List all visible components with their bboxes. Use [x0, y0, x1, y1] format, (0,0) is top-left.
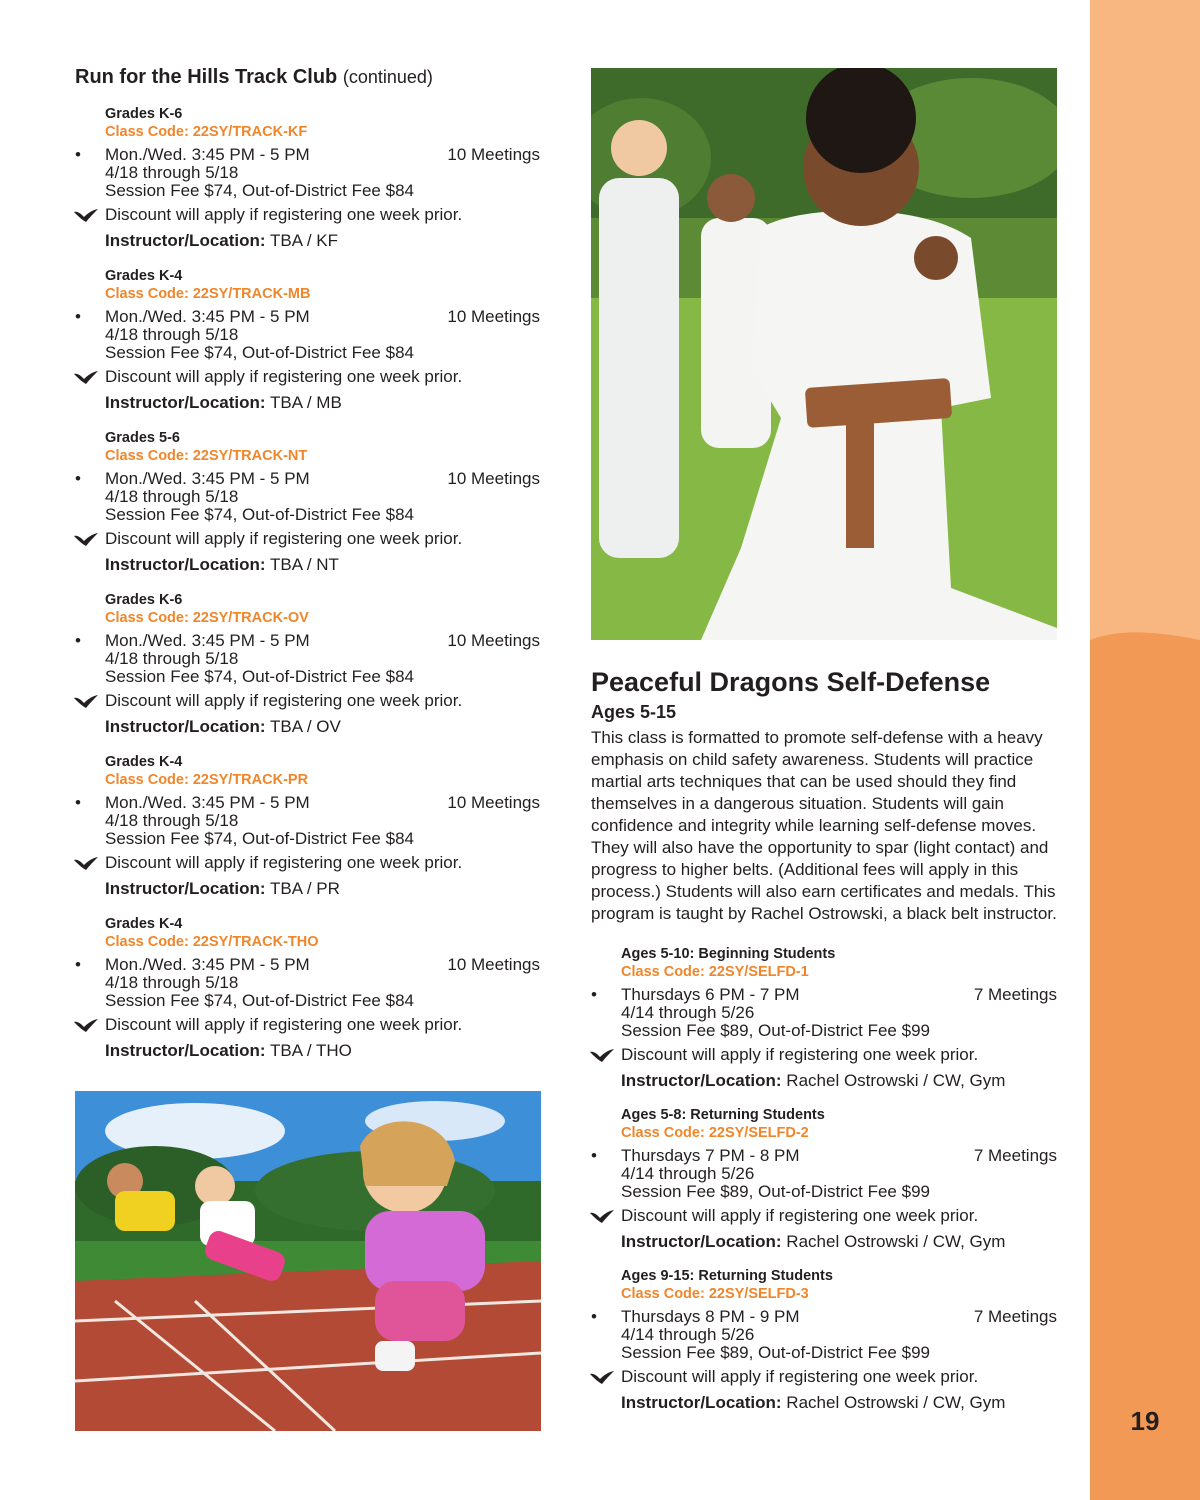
instructor-label: Instructor/Location:	[105, 393, 266, 412]
class-dates: 4/18 through 5/18	[105, 163, 239, 182]
self-defense-ages: Ages 5-15	[591, 702, 677, 722]
class-fee: Session Fee $89, Out-of-District Fee $99	[621, 1182, 930, 1201]
class-dates: 4/18 through 5/18	[105, 649, 239, 668]
class-discount-row	[105, 692, 540, 710]
class-fee: Session Fee $74, Out-of-District Fee $84	[105, 991, 414, 1010]
class-grades: Grades K-6	[105, 592, 183, 608]
bird-icon	[73, 694, 99, 710]
bird-icon	[589, 1209, 615, 1225]
class-instructor-row	[105, 880, 540, 898]
instructor-label: Instructor/Location:	[105, 555, 266, 574]
class-schedule-row	[75, 955, 540, 974]
class-schedule-row	[75, 469, 540, 488]
class-entry	[591, 1267, 1057, 1412]
sidebar-wave	[1090, 0, 1200, 1500]
section-title-suffix: (continued)	[342, 67, 433, 87]
instructor-location: TBA / OV	[269, 717, 341, 736]
class-entry	[75, 591, 540, 736]
instructor-label: Instructor/Location:	[621, 1232, 782, 1251]
class-meetings: 7 Meetings	[973, 1146, 1057, 1165]
instructor-location: TBA / NT	[269, 555, 339, 574]
class-discount: Discount will apply if registering one week prior.	[621, 1206, 979, 1225]
bullet-icon: •	[75, 631, 81, 650]
instructor-location: Rachel Ostrowski / CW, Gym	[786, 1232, 1006, 1251]
class-dates: 4/18 through 5/18	[105, 973, 239, 992]
bullet-icon: •	[591, 985, 597, 1004]
class-code: Class Code: 22SY/TRACK-OV	[105, 610, 309, 626]
class-fee: Session Fee $74, Out-of-District Fee $84	[105, 667, 414, 686]
instructor-label: Instructor/Location:	[621, 1071, 782, 1090]
class-discount-row	[105, 206, 540, 224]
bird-icon	[73, 532, 99, 548]
class-code: Class Code: 22SY/SELFD-3	[621, 1286, 809, 1302]
class-discount-row	[621, 1207, 1057, 1225]
class-discount-row	[105, 368, 540, 386]
class-instructor-row	[105, 232, 540, 250]
class-meetings: 10 Meetings	[447, 631, 540, 650]
class-schedule-row	[591, 1307, 1057, 1326]
self-defense-section	[591, 664, 1057, 1412]
bullet-icon: •	[75, 307, 81, 326]
class-entry	[75, 915, 540, 1060]
class-schedule-row	[75, 145, 540, 164]
class-schedule: Mon./Wed. 3:45 PM - 5 PM	[105, 631, 310, 650]
class-entry	[591, 945, 1057, 1090]
class-schedule: Thursdays 6 PM - 7 PM	[621, 985, 800, 1004]
class-code: Class Code: 22SY/SELFD-1	[621, 964, 809, 980]
class-code: Class Code: 22SY/TRACK-KF	[105, 124, 308, 140]
class-discount: Discount will apply if registering one week prior.	[105, 205, 463, 224]
track-class-list	[75, 105, 540, 1060]
class-entry	[75, 429, 540, 574]
instructor-location: Rachel Ostrowski / CW, Gym	[786, 1071, 1006, 1090]
class-schedule: Mon./Wed. 3:45 PM - 5 PM	[105, 793, 310, 812]
class-discount-row	[621, 1046, 1057, 1064]
class-schedule: Thursdays 7 PM - 8 PM	[621, 1146, 800, 1165]
class-schedule-row	[75, 307, 540, 326]
instructor-label: Instructor/Location:	[105, 879, 266, 898]
class-instructor-row	[105, 718, 540, 736]
instructor-location: TBA / THO	[269, 1041, 352, 1060]
class-meetings: 10 Meetings	[447, 955, 540, 974]
section-title	[75, 62, 540, 92]
class-discount: Discount will apply if registering one week prior.	[105, 1015, 463, 1034]
class-discount-row	[105, 854, 540, 872]
class-discount: Discount will apply if registering one week prior.	[621, 1367, 979, 1386]
bird-icon	[73, 1018, 99, 1034]
self-defense-title: Peaceful Dragons Self-Defense	[591, 667, 991, 697]
class-instructor-row	[105, 394, 540, 412]
bullet-icon: •	[75, 145, 81, 164]
track-club-section	[75, 62, 540, 1060]
class-fee: Session Fee $74, Out-of-District Fee $84	[105, 181, 414, 200]
bullet-icon: •	[591, 1146, 597, 1165]
class-grades: Grades 5-6	[105, 430, 180, 446]
bird-icon	[73, 208, 99, 224]
bird-icon	[589, 1048, 615, 1064]
class-discount-row	[105, 1016, 540, 1034]
class-schedule: Mon./Wed. 3:45 PM - 5 PM	[105, 145, 310, 164]
class-dates: 4/14 through 5/26	[621, 1003, 755, 1022]
class-grades: Grades K-4	[105, 268, 183, 284]
instructor-location: TBA / PR	[269, 879, 340, 898]
class-instructor-row	[621, 1394, 1057, 1412]
class-grades: Grades K-4	[105, 916, 183, 932]
class-discount: Discount will apply if registering one week prior.	[621, 1045, 979, 1064]
instructor-location: TBA / MB	[269, 393, 342, 412]
page-number: 19	[1130, 1406, 1160, 1436]
class-code: Class Code: 22SY/TRACK-PR	[105, 772, 309, 788]
class-fee: Session Fee $74, Out-of-District Fee $84	[105, 505, 414, 524]
karate-kids-photo	[591, 68, 1057, 640]
bird-icon	[73, 856, 99, 872]
class-fee: Session Fee $89, Out-of-District Fee $99	[621, 1343, 930, 1362]
class-meetings: 10 Meetings	[447, 793, 540, 812]
page-sidebar	[1090, 0, 1200, 1500]
class-meetings: 10 Meetings	[447, 145, 540, 164]
class-schedule: Mon./Wed. 3:45 PM - 5 PM	[105, 469, 310, 488]
class-schedule-row	[591, 1146, 1057, 1165]
class-discount-row	[105, 530, 540, 548]
class-schedule-row	[75, 793, 540, 812]
instructor-label: Instructor/Location:	[105, 1041, 266, 1060]
class-fee: Session Fee $74, Out-of-District Fee $84	[105, 343, 414, 362]
section-title-text: Run for the Hills Track Club	[75, 66, 338, 88]
instructor-location: Rachel Ostrowski / CW, Gym	[786, 1393, 1006, 1412]
instructor-label: Instructor/Location:	[105, 717, 266, 736]
class-entry	[591, 1106, 1057, 1251]
class-instructor-row	[105, 1042, 540, 1060]
class-meetings: 10 Meetings	[447, 469, 540, 488]
class-meetings: 7 Meetings	[973, 1307, 1057, 1326]
class-discount: Discount will apply if registering one week prior.	[105, 853, 463, 872]
class-dates: 4/18 through 5/18	[105, 325, 239, 344]
class-schedule-row	[591, 985, 1057, 1004]
class-fee: Session Fee $89, Out-of-District Fee $99	[621, 1021, 930, 1040]
class-fee: Session Fee $74, Out-of-District Fee $84	[105, 829, 414, 848]
class-grades: Ages 5-8: Returning Students	[621, 1107, 825, 1123]
class-code: Class Code: 22SY/SELFD-2	[621, 1125, 809, 1141]
self-defense-description: This class is formatted to promote self-defense with a heavy emphasis on child safety awareness. Students will practice martial arts techniques that can be used should they find themselves in a dangerous situation. Students will gain confidence and integrity while learning self-defense moves. They will also have the opportunity to spar (light contact) and progress to higher belts. (Additional fees will apply in this process.) Students will also earn certificates and medals. This program is taught by Rachel Ostrowski, a black belt instructor.	[591, 728, 1057, 923]
class-grades: Grades K-6	[105, 106, 183, 122]
bird-icon	[589, 1370, 615, 1386]
class-code: Class Code: 22SY/TRACK-MB	[105, 286, 311, 302]
class-instructor-row	[105, 556, 540, 574]
bullet-icon: •	[591, 1307, 597, 1326]
class-discount: Discount will apply if registering one week prior.	[105, 529, 463, 548]
class-entry	[75, 105, 540, 250]
instructor-location: TBA / KF	[269, 231, 339, 250]
class-discount: Discount will apply if registering one week prior.	[105, 691, 463, 710]
class-meetings: 7 Meetings	[973, 985, 1057, 1004]
class-schedule: Mon./Wed. 3:45 PM - 5 PM	[105, 307, 310, 326]
class-dates: 4/18 through 5/18	[105, 811, 239, 830]
class-dates: 4/14 through 5/26	[621, 1325, 755, 1344]
class-dates: 4/14 through 5/26	[621, 1164, 755, 1183]
instructor-label: Instructor/Location:	[621, 1393, 782, 1412]
class-grades: Ages 5-10: Beginning Students	[621, 946, 836, 962]
class-grades: Ages 9-15: Returning Students	[621, 1268, 833, 1284]
class-discount-row	[621, 1368, 1057, 1386]
track-kids-photo	[75, 1091, 541, 1431]
class-discount: Discount will apply if registering one week prior.	[105, 367, 463, 386]
class-dates: 4/18 through 5/18	[105, 487, 239, 506]
class-instructor-row	[621, 1072, 1057, 1090]
class-code: Class Code: 22SY/TRACK-NT	[105, 448, 308, 464]
bird-icon	[73, 370, 99, 386]
self-defense-class-list	[591, 945, 1057, 1412]
instructor-label: Instructor/Location:	[105, 231, 266, 250]
bullet-icon: •	[75, 469, 81, 488]
class-schedule-row	[75, 631, 540, 650]
class-instructor-row	[621, 1233, 1057, 1251]
class-schedule: Mon./Wed. 3:45 PM - 5 PM	[105, 955, 310, 974]
class-code: Class Code: 22SY/TRACK-THO	[105, 934, 319, 950]
bullet-icon: •	[75, 955, 81, 974]
class-entry	[75, 753, 540, 898]
class-schedule: Thursdays 8 PM - 9 PM	[621, 1307, 800, 1326]
class-grades: Grades K-4	[105, 754, 183, 770]
bullet-icon: •	[75, 793, 81, 812]
class-entry	[75, 267, 540, 412]
class-meetings: 10 Meetings	[447, 307, 540, 326]
